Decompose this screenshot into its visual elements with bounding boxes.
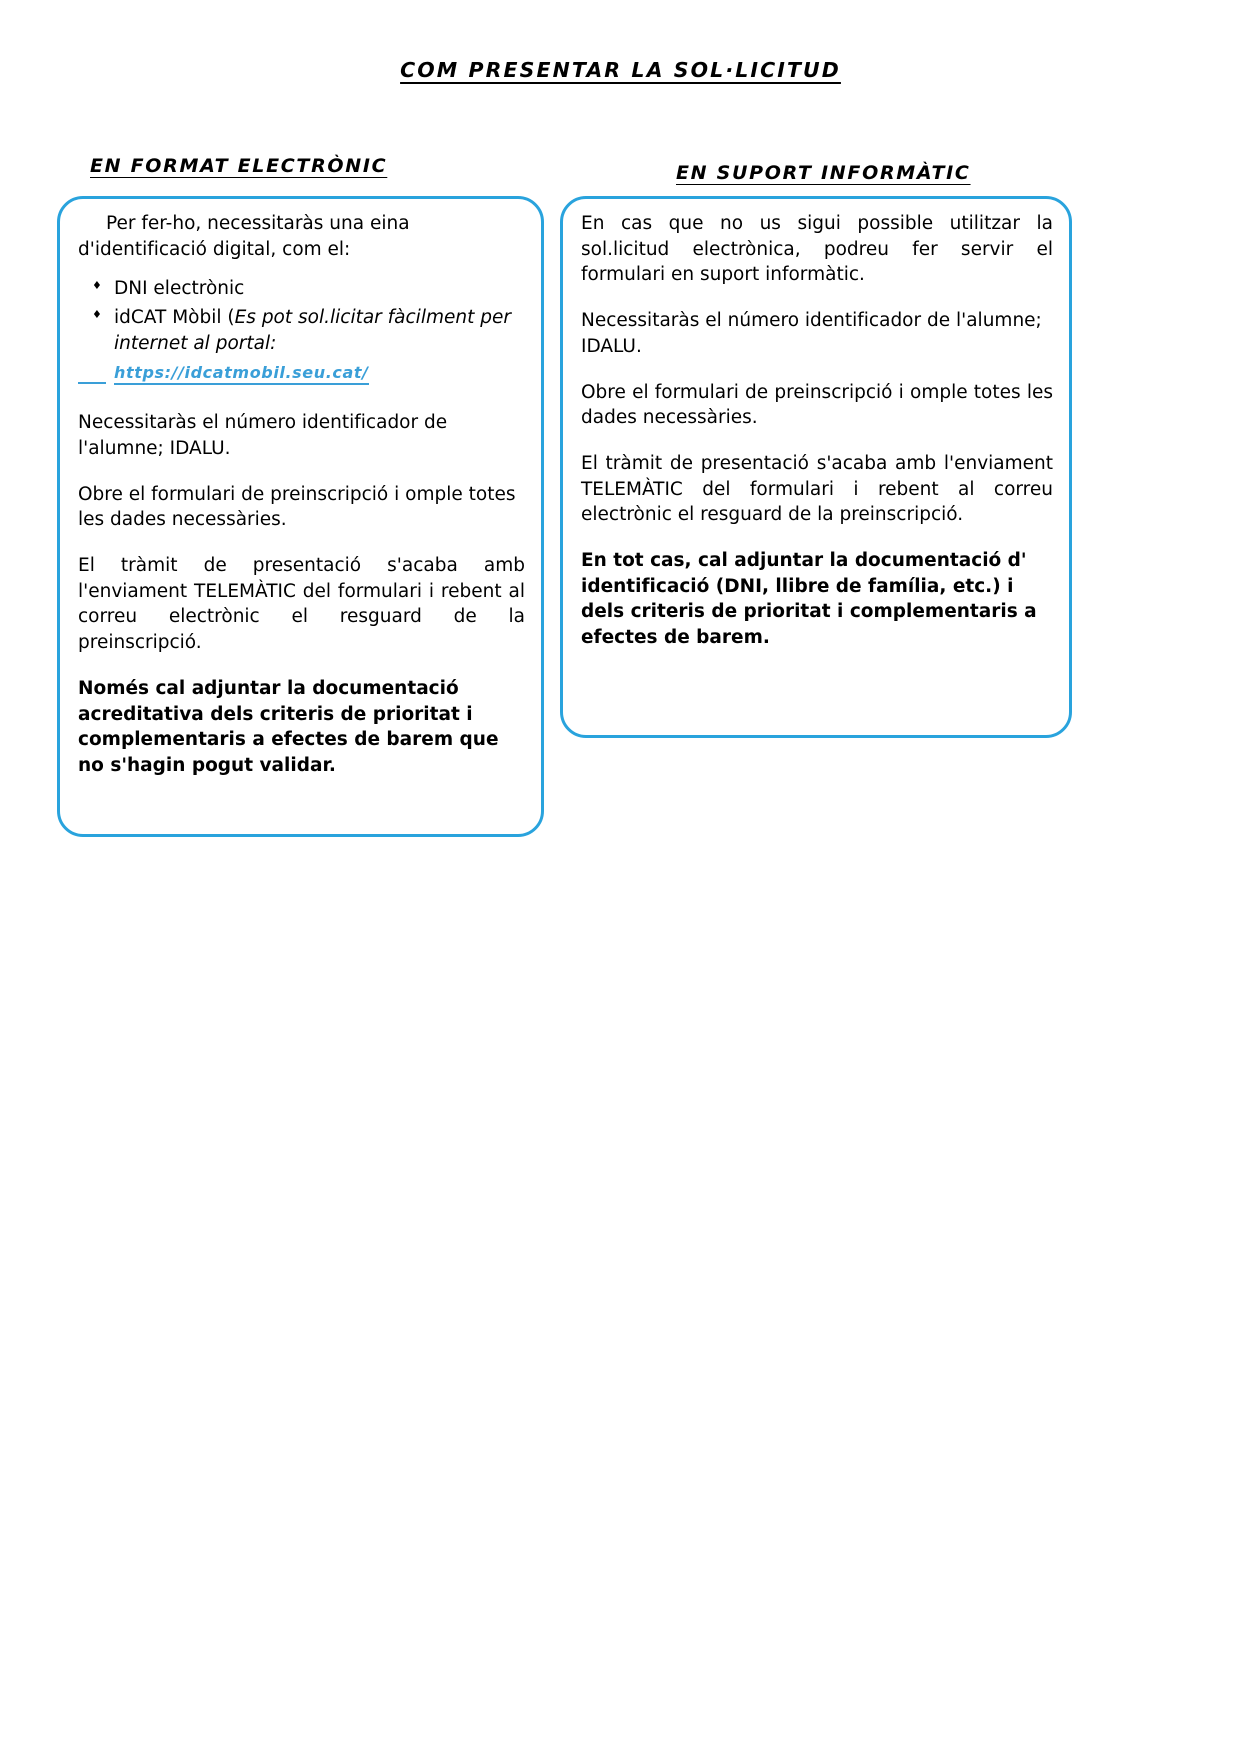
panel-electronic-format xyxy=(57,196,544,837)
panel-electronic-content xyxy=(60,199,541,789)
column-heading-electronic: EN FORMAT ELECTRÒNIC xyxy=(90,155,388,177)
link-underline-decoration xyxy=(78,382,106,384)
electronic-intro-text: Per fer-ho, necessitaràs una eina d'identificació digital, com el: xyxy=(78,213,410,260)
bullet-idcat-note: Es pot sol.licitar fàcilment per internet al portal: xyxy=(114,306,511,354)
electronic-requirements-list xyxy=(78,276,525,357)
list-item xyxy=(78,305,525,358)
informatic-paragraph-idalu: Necessitaràs el número identificador de l'alumne; IDALU. xyxy=(581,310,1042,357)
informatic-paragraph-intro: En cas que no us sigui possible utilitzar la sol.licitud electrònica, podreu fer servir el formulari en suport informàtic. xyxy=(581,213,1053,286)
electronic-paragraph-bold-note: Només cal adjuntar la documentació acreditativa dels criteris de prioritat i complementaris a efectes de barem que no s'hagin pogut validar. xyxy=(78,677,499,776)
panel-informatic-support xyxy=(560,196,1072,738)
electronic-paragraph-form: Obre el formulari de preinscripció i omple totes les dades necessàries. xyxy=(78,483,516,531)
electronic-paragraph-tramit: El tràmit de presentació s'acaba amb l'enviament TELEMÀTIC del formulari i rebent al correu electrònic el resguard de la preinscripció. xyxy=(78,555,525,654)
page-title: COM PRESENTAR LA SOL·LICITUD xyxy=(400,58,841,82)
idcatmobil-link[interactable]: https://idcatmobil.seu.cat/ xyxy=(114,363,369,385)
list-item xyxy=(78,276,525,302)
informatic-paragraph-form: Obre el formulari de preinscripció i omple totes les dades necessàries. xyxy=(581,381,1053,429)
column-heading-informatic: EN SUPORT INFORMÀTIC xyxy=(676,162,971,184)
electronic-paragraph-idalu: Necessitaràs el número identificador de l'alumne; IDALU. xyxy=(78,412,448,459)
panel-informatic-content xyxy=(563,199,1069,661)
informatic-paragraph-bold-note: En tot cas, cal adjuntar la documentació d' identificació (DNI, llibre de família, etc.) i dels criteris de prioritat i complementaris a efectes de barem. xyxy=(581,550,1037,649)
bullet-dni-label: DNI electrònic xyxy=(114,278,245,300)
idcat-link-row xyxy=(114,363,525,384)
bullet-idcat-label: idCAT Mòbil ( xyxy=(114,306,235,328)
informatic-paragraph-tramit: El tràmit de presentació s'acaba amb l'enviament TELEMÀTIC del formulari i rebent al correu electrònic el resguard de la preinscripció. xyxy=(581,452,1053,526)
